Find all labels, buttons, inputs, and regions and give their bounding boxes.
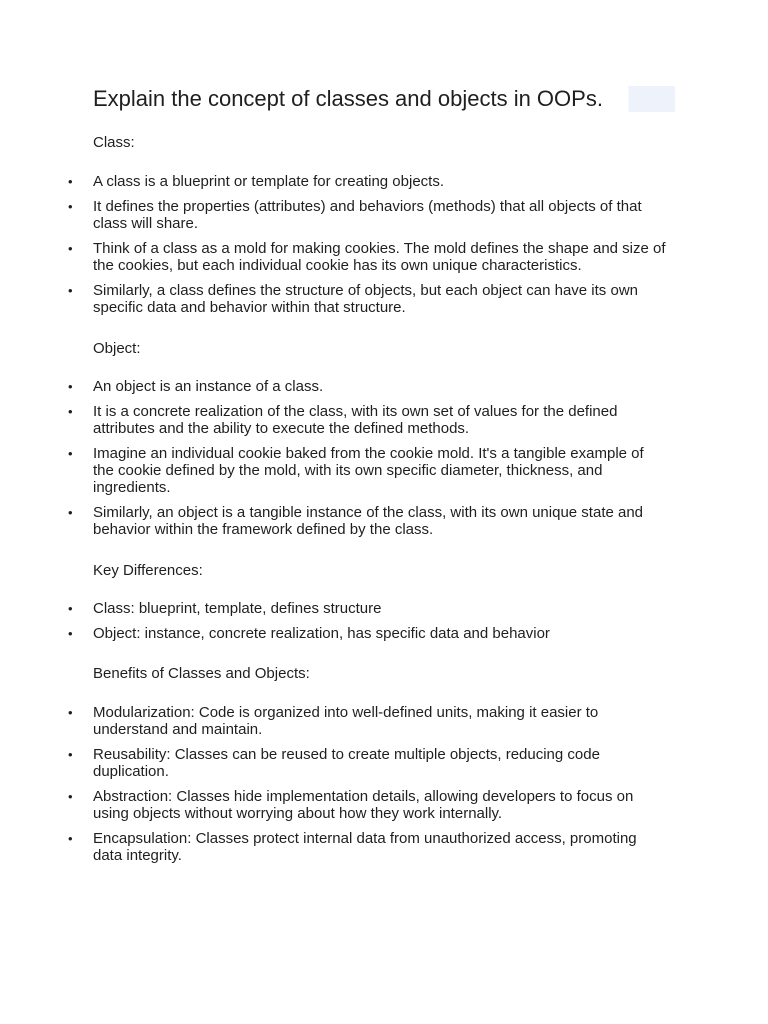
list-item: • Object: instance, concrete realization, has specific data and behavior xyxy=(0,625,768,642)
list-item: • Reusability: Classes can be reused to create multiple objects, reducing code duplication. xyxy=(0,746,768,780)
object-bullet-list xyxy=(0,378,768,546)
list-item: • It is a concrete realization of the class, with its own set of values for the defined attributes and the ability to execute the defined methods. xyxy=(0,403,768,437)
section-label-benefits: Benefits of Classes and Objects: xyxy=(93,665,310,682)
differences-bullet-list xyxy=(0,600,768,650)
list-item: • Similarly, a class defines the structure of objects, but each object can have its own specific data and behavior within that structure. xyxy=(0,282,768,316)
list-item: • Modularization: Code is organized into well-defined units, making it easier to understand and maintain. xyxy=(0,704,768,738)
list-item: • A class is a blueprint or template for creating objects. xyxy=(0,173,768,190)
list-item: • Abstraction: Classes hide implementation details, allowing developers to focus on using objects without worrying about how they work internally. xyxy=(0,788,768,822)
list-item: • It defines the properties (attributes) and behaviors (methods) that all objects of that class will share. xyxy=(0,198,768,232)
section-label-key-differences: Key Differences: xyxy=(93,562,203,579)
list-item: • Encapsulation: Classes protect internal data from unauthorized access, promoting data integrity. xyxy=(0,830,768,864)
section-label-class: Class: xyxy=(93,134,135,151)
list-item: • Imagine an individual cookie baked from the cookie mold. It's a tangible example of the cookie defined by the mold, with its own specific diameter, thickness, and ingredients. xyxy=(0,445,768,496)
list-item: • Think of a class as a mold for making cookies. The mold defines the shape and size of the cookies, but each individual cookie has its own unique characteristics. xyxy=(0,240,768,274)
list-item: • Similarly, an object is a tangible instance of the class, with its own unique state and behavior within the framework defined by the class. xyxy=(0,504,768,538)
class-bullet-list xyxy=(0,173,768,324)
document-title: Explain the concept of classes and objects in OOPs. xyxy=(93,86,675,112)
list-item: • An object is an instance of a class. xyxy=(0,378,768,395)
list-item: • Class: blueprint, template, defines structure xyxy=(0,600,768,617)
benefits-bullet-list xyxy=(0,704,768,872)
section-label-object: Object: xyxy=(93,340,141,357)
